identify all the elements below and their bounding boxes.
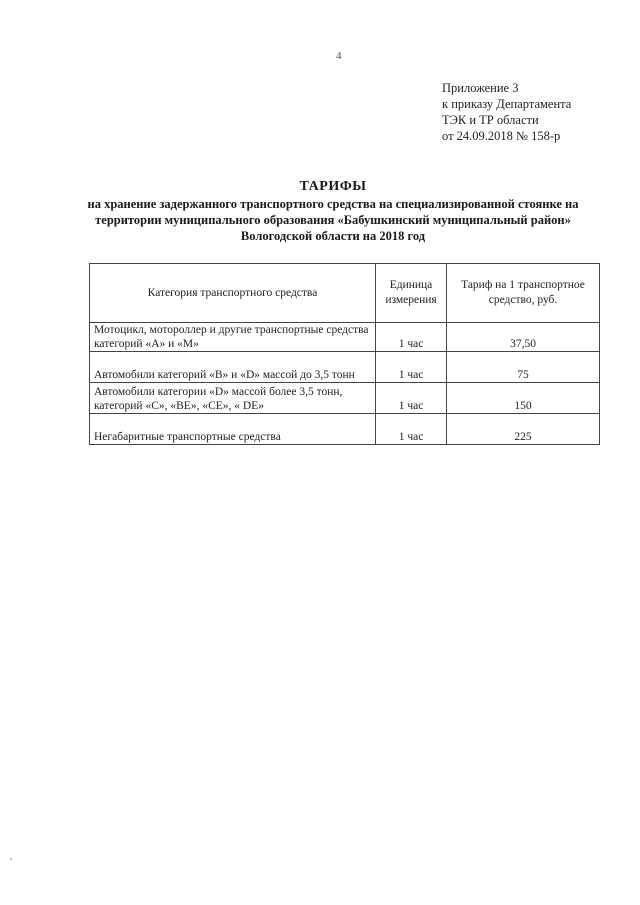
title-line-3: Вологодской области на 2018 год xyxy=(240,229,426,243)
row-tariff: 225 xyxy=(447,414,600,445)
row-unit: 1 час xyxy=(376,323,447,352)
header-unit: Единица измерения xyxy=(376,264,447,323)
row-category: Негабаритные транспортные средства xyxy=(90,414,376,445)
appendix-line-1: Приложение 3 xyxy=(442,81,519,95)
row-unit: 1 час xyxy=(376,414,447,445)
table-row xyxy=(90,414,600,445)
row-unit: 1 час xyxy=(376,352,447,383)
appendix-line-4: от 24.09.2018 № 158-р xyxy=(442,129,561,143)
appendix-line-3: ТЭК и ТР области xyxy=(442,113,539,127)
title-line-1: на хранение задержанного транспортного средства на специализированной стоянке на xyxy=(87,197,579,211)
row-tariff: 150 xyxy=(447,383,600,414)
row-unit: 1 час xyxy=(376,383,447,414)
table-row xyxy=(90,323,600,352)
appendix-reference xyxy=(442,80,571,144)
row-category: Мотоцикл, мотороллер и другие транспортные средства категорий «А» и «М» xyxy=(90,323,376,352)
table-row xyxy=(90,383,600,414)
title-line-2: территории муниципального образования «Бабушкинский муниципальный район» xyxy=(95,213,571,227)
title-main: ТАРИФЫ xyxy=(299,179,367,194)
header-category: Категория транспортного средства xyxy=(90,264,376,323)
row-category: Автомобили категории «D» массой более 3,5 тонн, категорий «С», «ВЕ», «СЕ», « DE» xyxy=(90,383,376,414)
page-number: 4 xyxy=(336,50,342,62)
document-title xyxy=(60,178,606,244)
table-header-row xyxy=(90,264,600,323)
tariffs-table xyxy=(89,263,600,445)
scan-speck xyxy=(10,858,12,860)
table-row xyxy=(90,352,600,383)
row-tariff: 37,50 xyxy=(447,323,600,352)
appendix-line-2: к приказу Департамента xyxy=(442,97,572,111)
row-category: Автомобили категорий «В» и «D» массой до 3,5 тонн xyxy=(90,352,376,383)
row-tariff: 75 xyxy=(447,352,600,383)
header-tariff: Тариф на 1 транспортное средство, руб. xyxy=(447,264,600,323)
